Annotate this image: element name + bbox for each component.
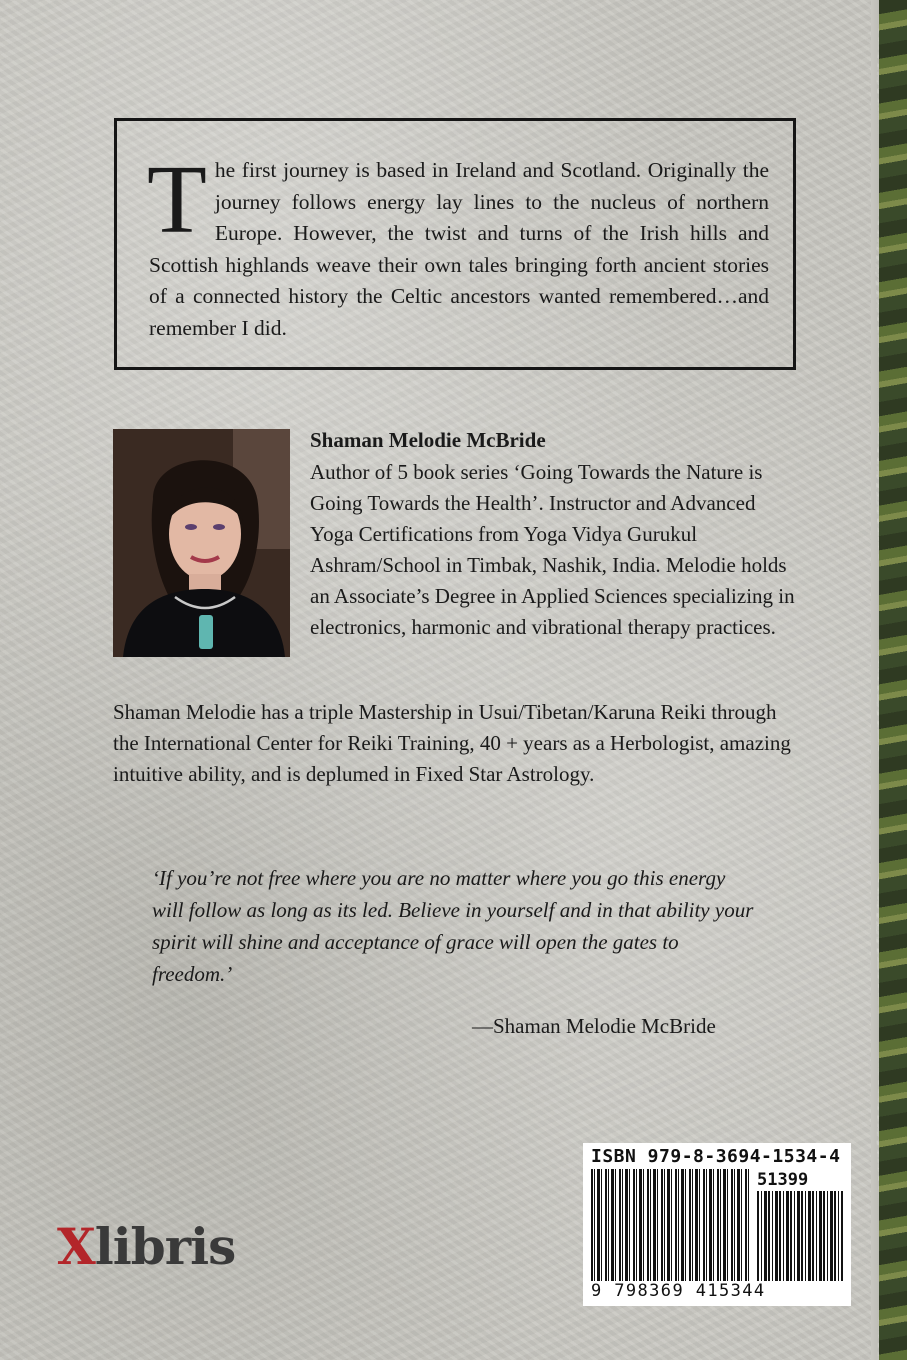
isbn-label: ISBN 979-8-3694-1534-4 xyxy=(591,1146,841,1167)
author-quote: ‘If you’re not free where you are no matter where you go this energy will follow as long as its led. Believe in yourself and in that ability your spirit will shine and acceptance of grace will open the gates to freedom.’ xyxy=(152,866,754,986)
publisher-logo-rest: libris xyxy=(94,1217,236,1276)
blurb-box xyxy=(114,118,796,370)
author-bio-paragraph-2: Shaman Melodie has a triple Mastership in Usui/Tibetan/Karuna Reiki through the International Center for Reiki Training, 40 + years as a Herbologist, amazing intuitive ability, and is deplumed in Fixed Star Astrology. xyxy=(113,700,791,786)
barcode-price-code: 51399 xyxy=(757,1170,809,1190)
foliage-strip xyxy=(879,0,907,1360)
author-photo xyxy=(113,429,290,657)
author-portrait-illustration xyxy=(113,429,290,657)
blurb-text: he first journey is based in Ireland and Scotland. Originally the journey follows energy lay lines to the nucleus of northern Europe. However, the twist and turns of the Irish hills and Scottish highlands weave their own tales bringing forth ancient stories of a connected history the Celtic ancestors wanted remembered…and remember I did. xyxy=(149,158,769,340)
quote-attribution: —Shaman Melodie McBride xyxy=(472,1014,716,1038)
barcode-digits: 9 798369 415344 xyxy=(591,1281,766,1301)
blurb-drop-cap: T xyxy=(147,146,207,254)
author-bio-paragraph-1: Author of 5 book series ‘Going Towards the Nature is Going Towards the Health’. Instructor and Advanced Yoga Certifications from Yoga Vidya Gurukul Ashram/School in Timbak, Nashik, India. Melodie holds an Associate’s Degree in Applied Sciences specializing in electronics, harmonic and vibrational therapy practices. xyxy=(310,460,795,639)
barcode-bars-main xyxy=(591,1169,749,1281)
isbn-barcode xyxy=(583,1143,851,1306)
publisher-logo-x: X xyxy=(57,1217,95,1276)
author-name: Shaman Melodie McBride xyxy=(310,428,546,452)
blurb-text-block xyxy=(147,146,769,344)
barcode-bars-addon xyxy=(757,1191,843,1281)
publisher-logo xyxy=(57,1217,235,1276)
